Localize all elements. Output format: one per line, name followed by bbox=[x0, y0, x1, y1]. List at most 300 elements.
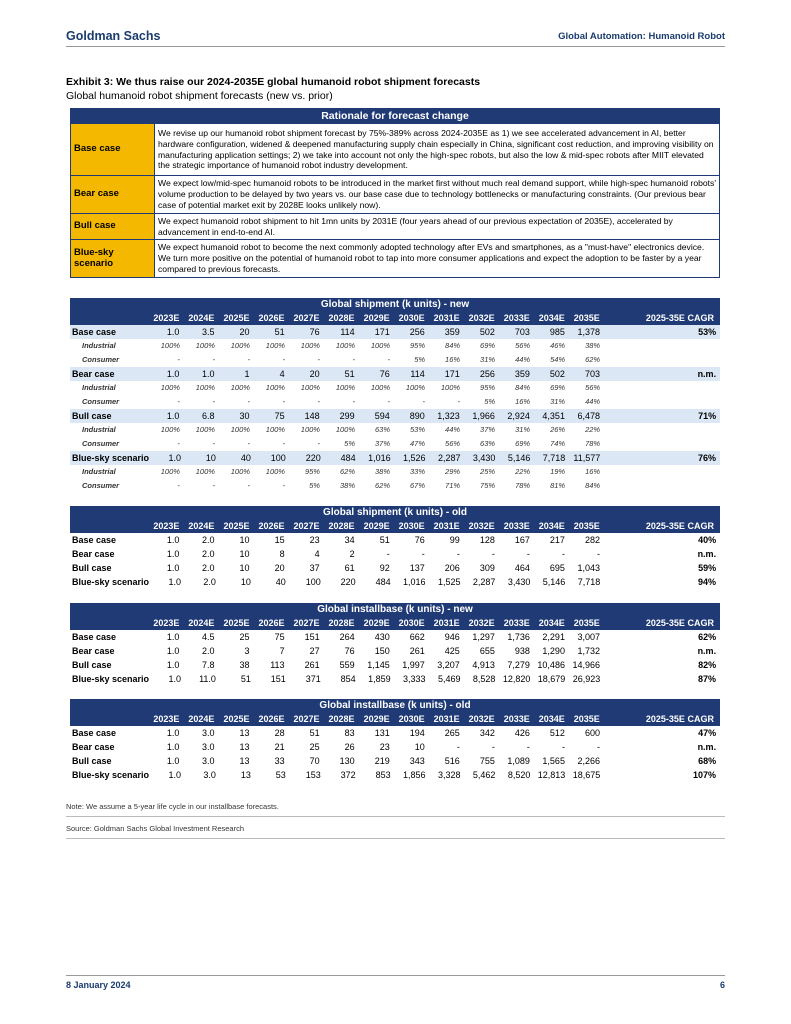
table-title: Global installbase (k units) - old bbox=[70, 699, 720, 712]
value-cell: 100% bbox=[230, 425, 250, 434]
cagr-cell: 40% bbox=[698, 535, 717, 545]
value-cell: 20 bbox=[309, 369, 320, 379]
value-cell: - bbox=[421, 549, 425, 559]
value-cell: 13 bbox=[240, 770, 251, 780]
value-cell: 2.0 bbox=[201, 646, 215, 656]
value-cell: - bbox=[282, 439, 285, 448]
value-cell: 890 bbox=[409, 411, 425, 421]
value-cell: 153 bbox=[305, 770, 321, 780]
value-cell: 78% bbox=[515, 481, 531, 490]
row-label: Consumer bbox=[82, 439, 120, 448]
note-divider bbox=[66, 816, 725, 817]
cagr-cell: n.m. bbox=[697, 646, 717, 656]
year-header: 2028E bbox=[328, 521, 355, 531]
row-label: Industrial bbox=[82, 425, 116, 434]
value-cell: 12,813 bbox=[537, 770, 566, 780]
value-cell: 1,565 bbox=[542, 756, 565, 766]
value-cell: 343 bbox=[409, 756, 425, 766]
year-header: 2031E bbox=[433, 313, 460, 323]
value-cell: 84% bbox=[515, 383, 531, 392]
value-cell: 7,718 bbox=[542, 453, 566, 463]
value-cell: 56% bbox=[515, 341, 531, 350]
row-label: Base case bbox=[72, 632, 117, 642]
year-header: 2031E bbox=[433, 714, 460, 724]
rationale-label: Base case bbox=[71, 124, 155, 176]
sub-row bbox=[70, 423, 720, 437]
brand-logo-text: Goldman Sachs bbox=[66, 29, 161, 43]
value-cell: 5% bbox=[344, 439, 355, 448]
year-header: 2033E bbox=[503, 313, 530, 323]
year-header: 2025E bbox=[223, 618, 250, 628]
value-cell: 5% bbox=[309, 481, 320, 490]
value-cell: - bbox=[247, 481, 250, 490]
value-cell: 3,328 bbox=[437, 770, 461, 780]
header-blank bbox=[70, 311, 147, 325]
row-label: Blue-sky scenario bbox=[72, 577, 150, 587]
value-cell: 81% bbox=[550, 481, 566, 490]
value-cell: 502 bbox=[479, 327, 495, 337]
cagr-cell: 76% bbox=[697, 453, 716, 463]
value-cell: 25% bbox=[480, 467, 496, 476]
cagr-cell bbox=[603, 479, 720, 493]
value-cell: - bbox=[456, 549, 460, 559]
value-cell: 56% bbox=[445, 439, 461, 448]
value-cell: 171 bbox=[444, 369, 460, 379]
scenario-row bbox=[70, 644, 720, 658]
value-cell: 10 bbox=[205, 453, 216, 463]
value-cell: 3 bbox=[244, 646, 250, 656]
value-cell: 3.0 bbox=[201, 728, 215, 738]
report-title: Global Automation: Humanoid Robot bbox=[558, 31, 725, 42]
value-cell: 3,333 bbox=[403, 674, 426, 684]
value-cell: 1.0 bbox=[166, 369, 180, 379]
value-cell: 51 bbox=[274, 327, 285, 337]
cagr-cell bbox=[603, 395, 720, 409]
value-cell: 1.0 bbox=[168, 577, 181, 587]
footer-divider bbox=[66, 975, 725, 976]
value-cell: 100% bbox=[195, 425, 215, 434]
year-header: 2024E bbox=[188, 313, 215, 323]
value-cell: 26 bbox=[344, 742, 355, 752]
value-cell: 18,675 bbox=[572, 770, 601, 780]
value-cell: 217 bbox=[549, 535, 565, 545]
value-cell: 100% bbox=[265, 425, 285, 434]
year-header: 2027E bbox=[293, 521, 320, 531]
value-cell: - bbox=[247, 355, 250, 364]
value-cell: 38% bbox=[375, 467, 391, 476]
value-cell: 26,923 bbox=[572, 674, 601, 684]
value-cell: 23 bbox=[309, 535, 320, 545]
value-cell: 2,266 bbox=[577, 756, 600, 766]
row-label: Blue-sky scenario bbox=[72, 770, 150, 780]
rationale-title: Rationale for forecast change bbox=[71, 109, 720, 124]
source-text: Source: Goldman Sachs Global Investment Research bbox=[66, 824, 245, 833]
sub-row bbox=[70, 479, 720, 493]
value-cell: 1.0 bbox=[168, 770, 181, 780]
cagr-cell: 68% bbox=[698, 756, 717, 766]
value-cell: 5% bbox=[484, 397, 496, 406]
year-header: 2029E bbox=[363, 521, 390, 531]
rationale-text: We expect humanoid robot to become the next commonly adopted technology after EVs and smartphones, as a "must-have" electronics device. We turn more positive on the potential of humanoid robot to tap into more consumer applications and expect the adoption to be faster by a year compared to previous forecasts. bbox=[155, 240, 720, 278]
year-header-row bbox=[70, 712, 720, 726]
value-cell: 29% bbox=[445, 467, 461, 476]
value-cell: 130 bbox=[339, 756, 355, 766]
value-cell: 219 bbox=[374, 756, 390, 766]
value-cell: 95% bbox=[410, 341, 426, 350]
value-cell: 53 bbox=[275, 770, 286, 780]
cagr-cell: 94% bbox=[697, 577, 716, 587]
value-cell: 25 bbox=[309, 742, 320, 752]
value-cell: 502 bbox=[549, 369, 565, 379]
sub-row bbox=[70, 339, 720, 353]
value-cell: 131 bbox=[374, 728, 390, 738]
value-cell: 100% bbox=[160, 383, 180, 392]
exhibit-subtitle: Global humanoid robot shipment forecasts (new vs. prior) bbox=[66, 90, 333, 102]
value-cell: 100% bbox=[335, 341, 355, 350]
cagr-cell bbox=[603, 381, 720, 395]
value-cell: 10,486 bbox=[537, 660, 565, 670]
year-header: 2023E bbox=[153, 313, 180, 323]
cagr-cell: 53% bbox=[698, 327, 717, 337]
value-cell: 25 bbox=[239, 632, 250, 642]
value-cell: 114 bbox=[340, 327, 355, 337]
year-header: 2033E bbox=[503, 521, 530, 531]
value-cell: 100 bbox=[270, 453, 286, 463]
value-cell: 1.0 bbox=[166, 535, 180, 545]
header-divider bbox=[66, 46, 725, 47]
value-cell: 1.0 bbox=[166, 646, 180, 656]
source-divider bbox=[66, 838, 725, 839]
value-cell: - bbox=[561, 742, 565, 752]
value-cell: 22% bbox=[585, 425, 601, 434]
header-blank bbox=[70, 616, 147, 630]
year-header: 2028E bbox=[328, 714, 355, 724]
value-cell: 703 bbox=[514, 327, 530, 337]
year-header: 2034E bbox=[538, 313, 565, 323]
value-cell: 56% bbox=[585, 383, 601, 392]
value-cell: 1,856 bbox=[403, 770, 426, 780]
value-cell: 33 bbox=[274, 756, 285, 766]
row-label: Base case bbox=[72, 535, 117, 545]
scenario-row bbox=[70, 561, 720, 575]
value-cell: 4 bbox=[279, 369, 285, 379]
cagr-cell bbox=[603, 437, 720, 451]
year-header: 2023E bbox=[153, 521, 180, 531]
value-cell: 1.0 bbox=[166, 742, 180, 752]
row-label: Base case bbox=[72, 327, 117, 337]
value-cell: 600 bbox=[584, 728, 600, 738]
value-cell: 148 bbox=[304, 411, 320, 421]
value-cell: 114 bbox=[410, 369, 425, 379]
value-cell: 44% bbox=[515, 355, 531, 364]
value-cell: 18,679 bbox=[537, 674, 566, 684]
footer-date: 8 January 2024 bbox=[66, 980, 131, 990]
cagr-cell bbox=[603, 465, 720, 479]
value-cell: - bbox=[561, 549, 565, 559]
value-cell: 4,913 bbox=[472, 660, 495, 670]
value-cell: 100% bbox=[230, 383, 250, 392]
header-blank bbox=[70, 519, 147, 533]
value-cell: 11,577 bbox=[573, 453, 601, 463]
value-cell: 28 bbox=[274, 728, 285, 738]
value-cell: 594 bbox=[374, 411, 390, 421]
value-cell: 100% bbox=[300, 383, 320, 392]
value-cell: 282 bbox=[584, 535, 600, 545]
cagr-cell: 87% bbox=[697, 674, 716, 684]
value-cell: 37% bbox=[375, 439, 391, 448]
value-cell: 20 bbox=[239, 327, 250, 337]
value-cell: 8,528 bbox=[472, 674, 496, 684]
value-cell: - bbox=[212, 439, 215, 448]
row-label: Industrial bbox=[82, 383, 116, 392]
scenario-row bbox=[70, 409, 720, 423]
value-cell: 264 bbox=[339, 632, 355, 642]
value-cell: 16% bbox=[515, 397, 531, 406]
value-cell: 2.0 bbox=[201, 549, 215, 559]
value-cell: 559 bbox=[339, 660, 355, 670]
row-label: Industrial bbox=[82, 341, 116, 350]
value-cell: 100% bbox=[440, 383, 461, 392]
cagr-cell: n.m. bbox=[697, 549, 717, 559]
value-cell: - bbox=[317, 439, 320, 448]
year-header: 2035E bbox=[573, 313, 600, 323]
scenario-row bbox=[70, 754, 720, 768]
cagr-header: 2025-35E CAGR bbox=[645, 313, 714, 323]
value-cell: 10 bbox=[240, 577, 251, 587]
value-cell: 11.0 bbox=[199, 674, 216, 684]
value-cell: 853 bbox=[375, 770, 391, 780]
value-cell: 100% bbox=[300, 425, 320, 434]
rationale-label: Blue-sky scenario bbox=[71, 240, 155, 278]
value-cell: - bbox=[526, 549, 530, 559]
year-header: 2030E bbox=[398, 714, 425, 724]
value-cell: 10 bbox=[414, 742, 425, 752]
value-cell: 425 bbox=[444, 646, 460, 656]
value-cell: 76 bbox=[309, 327, 320, 337]
value-cell: 27 bbox=[309, 646, 320, 656]
year-header: 2025E bbox=[223, 714, 250, 724]
value-cell: 1,290 bbox=[542, 646, 565, 656]
value-cell: - bbox=[422, 397, 426, 406]
cagr-cell: n.m. bbox=[697, 369, 717, 379]
value-cell: 100% bbox=[300, 341, 320, 350]
year-header: 2032E bbox=[468, 313, 495, 323]
row-label: Base case bbox=[72, 728, 117, 738]
value-cell: 695 bbox=[549, 563, 565, 573]
scenario-row bbox=[70, 547, 720, 561]
year-header: 2030E bbox=[398, 618, 425, 628]
cagr-cell: n.m. bbox=[697, 742, 717, 752]
year-header: 2026E bbox=[258, 521, 285, 531]
year-header: 2029E bbox=[363, 313, 390, 323]
value-cell: 23 bbox=[379, 742, 390, 752]
value-cell: - bbox=[212, 481, 215, 490]
shipment-new-table bbox=[70, 298, 720, 493]
value-cell: 299 bbox=[339, 411, 355, 421]
value-cell: 100% bbox=[195, 467, 215, 476]
year-header: 2034E bbox=[538, 714, 565, 724]
value-cell: 2.0 bbox=[201, 563, 215, 573]
value-cell: 430 bbox=[374, 632, 390, 642]
value-cell: 69% bbox=[480, 341, 496, 350]
value-cell: 2,291 bbox=[542, 632, 565, 642]
value-cell: 83 bbox=[344, 728, 355, 738]
value-cell: 84% bbox=[585, 481, 601, 490]
value-cell: 1,297 bbox=[472, 632, 495, 642]
year-header: 2028E bbox=[328, 618, 355, 628]
value-cell: 1.0 bbox=[166, 563, 180, 573]
value-cell: 54% bbox=[550, 355, 566, 364]
value-cell: 14,966 bbox=[572, 660, 600, 670]
value-cell: 62% bbox=[375, 481, 391, 490]
value-cell: - bbox=[282, 355, 285, 364]
value-cell: 1.0 bbox=[201, 369, 215, 379]
value-cell: 372 bbox=[340, 770, 356, 780]
value-cell: 100% bbox=[160, 425, 180, 434]
year-header: 2026E bbox=[258, 618, 285, 628]
scenario-row bbox=[70, 672, 720, 686]
value-cell: 1,525 bbox=[437, 577, 461, 587]
value-cell: 371 bbox=[305, 674, 321, 684]
value-cell: 33% bbox=[410, 467, 426, 476]
value-cell: 16% bbox=[445, 355, 461, 364]
value-cell: 662 bbox=[409, 632, 425, 642]
value-cell: 3.0 bbox=[203, 770, 216, 780]
row-label: Bear case bbox=[72, 742, 115, 752]
year-header: 2026E bbox=[258, 714, 285, 724]
value-cell: 20 bbox=[274, 563, 285, 573]
value-cell: 5,146 bbox=[507, 453, 531, 463]
year-header-row bbox=[70, 616, 720, 630]
value-cell: 5,469 bbox=[437, 674, 461, 684]
value-cell: 1,732 bbox=[577, 646, 600, 656]
value-cell: 1.0 bbox=[166, 660, 180, 670]
value-cell: 150 bbox=[374, 646, 390, 656]
value-cell: 95% bbox=[480, 383, 496, 392]
year-header: 2033E bbox=[503, 714, 530, 724]
value-cell: 31% bbox=[550, 397, 566, 406]
value-cell: - bbox=[317, 397, 320, 406]
value-cell: 6,478 bbox=[577, 411, 600, 421]
value-cell: 220 bbox=[305, 453, 321, 463]
value-cell: 100% bbox=[230, 467, 250, 476]
cagr-header: 2025-35E CAGR bbox=[645, 618, 714, 628]
cagr-cell: 59% bbox=[698, 563, 717, 573]
year-header: 2029E bbox=[363, 618, 390, 628]
value-cell: 1.0 bbox=[168, 453, 181, 463]
value-cell: 12,820 bbox=[502, 674, 531, 684]
value-cell: 46% bbox=[550, 341, 566, 350]
rationale-text: We expect low/mid-spec humanoid robots to be introduced in the market first without much real demand support, while high-spec humanoid robots' volume production to be delayed by two years vs. our base case due to technology bottlenecks or manufacturing constraints. (Our previous bear case of potential market exit by 2028E looks unlikely now). bbox=[155, 176, 720, 214]
value-cell: 3.0 bbox=[201, 742, 215, 752]
scenario-row bbox=[70, 575, 720, 589]
value-cell: 2,287 bbox=[472, 577, 496, 587]
value-cell: 100% bbox=[265, 383, 285, 392]
value-cell: 63% bbox=[480, 439, 496, 448]
value-cell: - bbox=[597, 549, 600, 559]
value-cell: 13 bbox=[239, 728, 250, 738]
value-cell: 100% bbox=[160, 467, 180, 476]
cagr-cell: 47% bbox=[698, 728, 717, 738]
value-cell: 74% bbox=[550, 439, 566, 448]
year-header: 2024E bbox=[188, 714, 215, 724]
value-cell: - bbox=[177, 439, 180, 448]
note-text: Note: We assume a 5-year life cycle in our installbase forecasts. bbox=[66, 802, 279, 811]
value-cell: 38% bbox=[339, 481, 355, 490]
value-cell: 100% bbox=[195, 341, 215, 350]
value-cell: 1,997 bbox=[402, 660, 425, 670]
cagr-header: 2025-35E CAGR bbox=[645, 714, 714, 724]
value-cell: 75 bbox=[274, 411, 285, 421]
rationale-label: Bull case bbox=[71, 214, 155, 240]
value-cell: 1.0 bbox=[166, 327, 180, 337]
row-label: Bull case bbox=[72, 756, 112, 766]
value-cell: 100% bbox=[370, 341, 391, 350]
value-cell: 100% bbox=[265, 467, 285, 476]
value-cell: 19% bbox=[550, 467, 566, 476]
value-cell: 1.0 bbox=[166, 549, 180, 559]
value-cell: 484 bbox=[340, 453, 356, 463]
value-cell: 703 bbox=[584, 369, 600, 379]
value-cell: 100% bbox=[195, 383, 215, 392]
year-header: 2027E bbox=[293, 714, 320, 724]
value-cell: 21 bbox=[274, 742, 285, 752]
scenario-row bbox=[70, 726, 720, 740]
value-cell: 3,430 bbox=[507, 577, 531, 587]
value-cell: 1,043 bbox=[577, 563, 600, 573]
value-cell: 16% bbox=[585, 467, 601, 476]
value-cell: 167 bbox=[514, 535, 530, 545]
sub-row bbox=[70, 465, 720, 479]
value-cell: - bbox=[526, 742, 530, 752]
value-cell: 151 bbox=[304, 632, 320, 642]
year-header: 2034E bbox=[538, 521, 565, 531]
value-cell: 946 bbox=[444, 632, 460, 642]
scenario-row bbox=[70, 740, 720, 754]
year-header: 2029E bbox=[363, 714, 390, 724]
value-cell: 1,323 bbox=[437, 411, 460, 421]
scenario-row bbox=[70, 451, 720, 465]
value-cell: 8,520 bbox=[507, 770, 531, 780]
value-cell: 2.0 bbox=[203, 577, 216, 587]
row-label: Bear case bbox=[72, 549, 115, 559]
value-cell: 8 bbox=[279, 549, 285, 559]
value-cell: 2 bbox=[349, 549, 355, 559]
value-cell: - bbox=[317, 355, 320, 364]
sub-row bbox=[70, 353, 720, 367]
year-header: 2023E bbox=[153, 714, 180, 724]
year-header: 2031E bbox=[433, 521, 460, 531]
year-header: 2024E bbox=[188, 521, 215, 531]
row-label: Bear case bbox=[72, 646, 115, 656]
year-header: 2034E bbox=[538, 618, 565, 628]
year-header: 2031E bbox=[433, 618, 460, 628]
cagr-cell bbox=[603, 353, 720, 367]
value-cell: - bbox=[352, 397, 355, 406]
value-cell: 51 bbox=[240, 674, 251, 684]
value-cell: 67% bbox=[410, 481, 426, 490]
value-cell: 5% bbox=[414, 355, 426, 364]
cagr-cell: 71% bbox=[698, 411, 717, 421]
value-cell: 194 bbox=[409, 728, 425, 738]
value-cell: 4.5 bbox=[201, 632, 215, 642]
table-title: Global shipment (k units) - new bbox=[70, 298, 720, 311]
value-cell: 516 bbox=[444, 756, 460, 766]
value-cell: 854 bbox=[340, 674, 356, 684]
value-cell: 40 bbox=[240, 453, 251, 463]
value-cell: 3.0 bbox=[201, 756, 215, 766]
scenario-row bbox=[70, 325, 720, 339]
